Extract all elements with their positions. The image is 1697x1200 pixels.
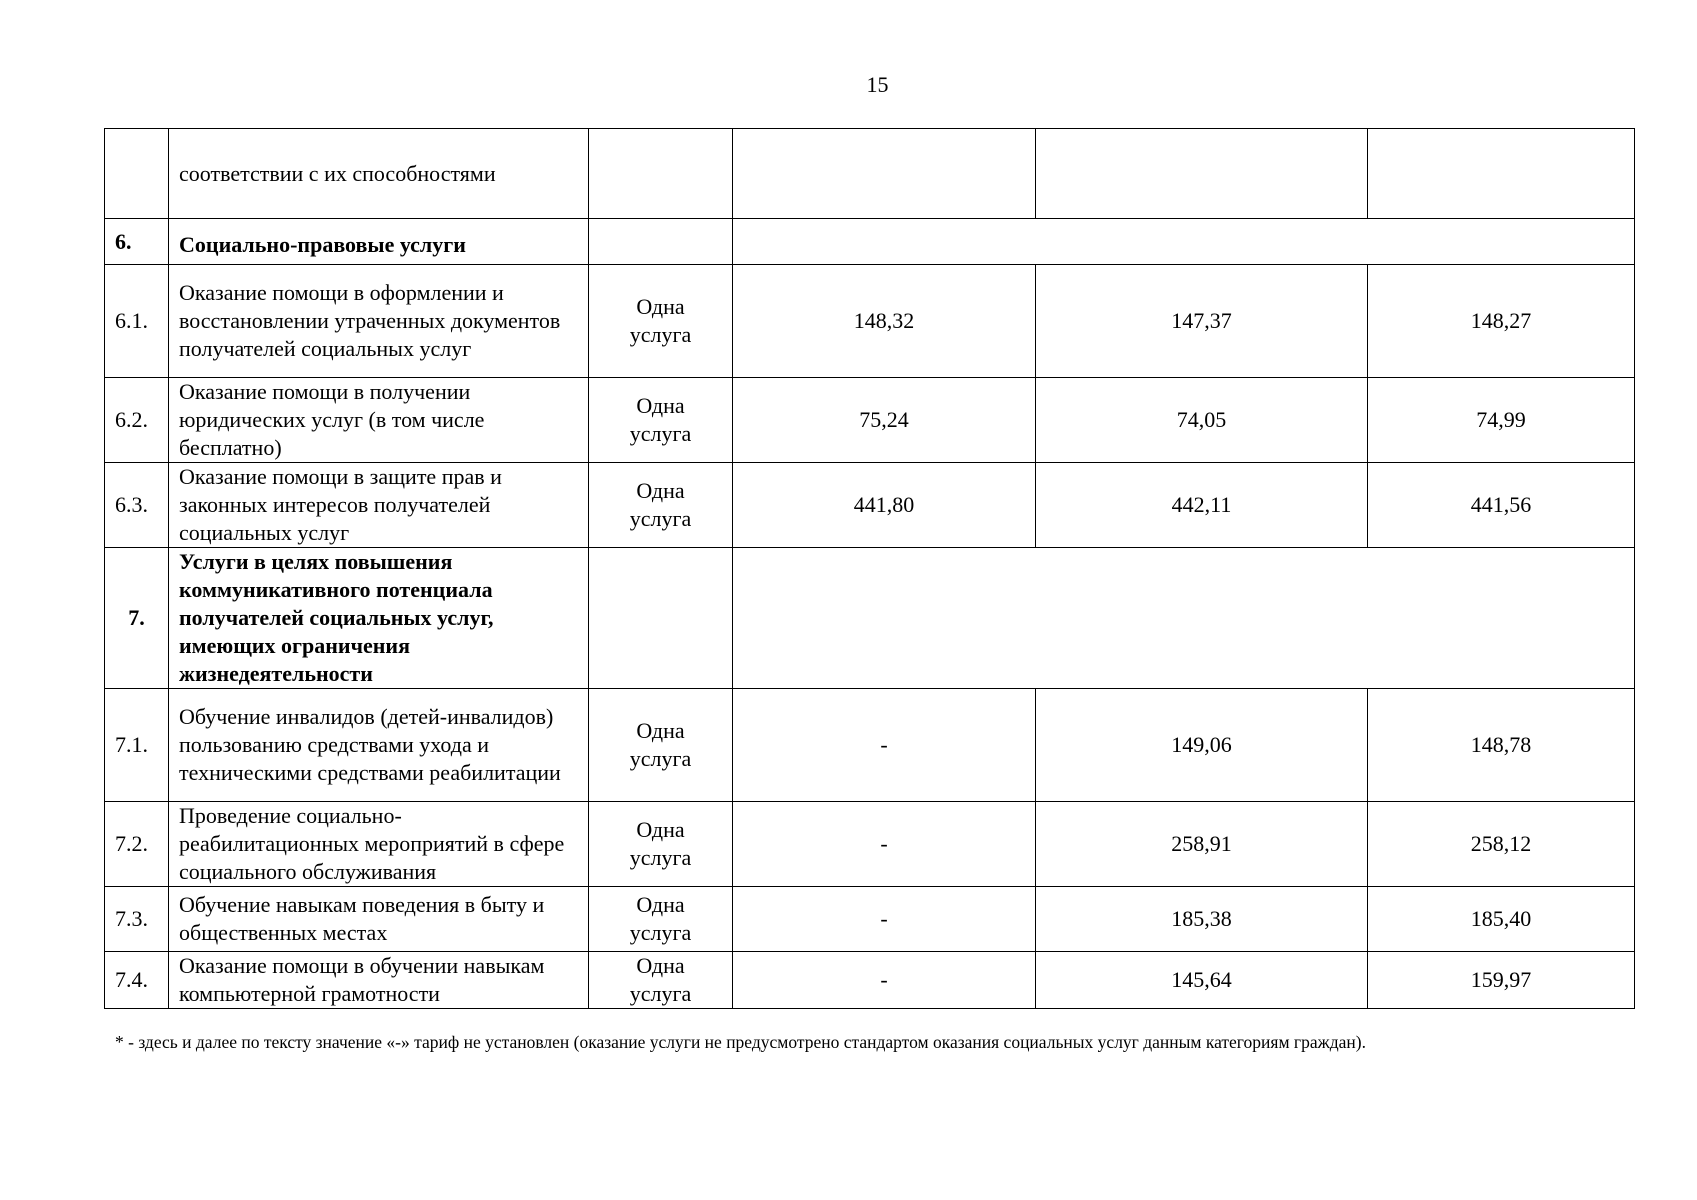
unit-cell (589, 378, 733, 463)
row-number: 7.1. (105, 689, 169, 802)
value-col-2: 258,91 (1036, 802, 1368, 887)
page-number: 15 (866, 72, 889, 97)
value-cell (733, 129, 1036, 219)
table-row (105, 887, 1635, 952)
footnote: * - здесь и далее по тексту значение «-» тариф не установлен (оказание услуги не предусмотрено стандартом оказания социальных услуг данным категориям граждан). (115, 1032, 1366, 1052)
table-row (105, 952, 1635, 1009)
value-col-2: 149,06 (1036, 689, 1368, 802)
unit-line-1: Одна (636, 718, 685, 743)
table-row (105, 689, 1635, 802)
service-name: Оказание помощи в оформлении и восстановлении утраченных документов получателей социальных услуг (169, 265, 589, 378)
section-row (105, 219, 1635, 265)
row-number: 7.3. (105, 887, 169, 952)
service-name: Оказание помощи в обучении навыкам компьютерной грамотности (169, 952, 589, 1009)
unit-line-2: услуга (629, 506, 692, 531)
value-col-3: 441,56 (1368, 463, 1635, 548)
row-number: 7.4. (105, 952, 169, 1009)
unit-cell (589, 952, 733, 1009)
unit-line-2: услуга (629, 322, 692, 347)
row-number: 6.3. (105, 463, 169, 548)
service-name: Оказание помощи в получении юридических услуг (в том числе бесплатно) (169, 378, 589, 463)
value-col-3: 185,40 (1368, 887, 1635, 952)
table-row (105, 265, 1635, 378)
tariff-table (104, 128, 1635, 1009)
value-col-3: 159,97 (1368, 952, 1635, 1009)
table-row (105, 129, 1635, 219)
value-col-1: - (733, 689, 1036, 802)
value-col-3: 74,99 (1368, 378, 1635, 463)
section-title: Социально-правовые услуги (169, 219, 589, 265)
section-row (105, 548, 1635, 689)
unit-cell (589, 887, 733, 952)
value-col-1: - (733, 952, 1036, 1009)
unit-cell (589, 802, 733, 887)
value-col-1: 148,32 (733, 265, 1036, 378)
service-name: Обучение инвалидов (детей-инвалидов) пользованию средствами ухода и техническими средствами реабилитации (169, 689, 589, 802)
value-col-2: 442,11 (1036, 463, 1368, 548)
value-col-2: 145,64 (1036, 952, 1368, 1009)
value-col-1: - (733, 887, 1036, 952)
section-empty-cell (733, 548, 1635, 689)
table-row (105, 463, 1635, 548)
unit-cell (589, 265, 733, 378)
value-col-2: 185,38 (1036, 887, 1368, 952)
unit-line-2: услуга (629, 981, 692, 1006)
section-empty-cell (733, 219, 1635, 265)
row-number: 7.2. (105, 802, 169, 887)
unit-cell (589, 463, 733, 548)
table-row (105, 802, 1635, 887)
unit-line-2: услуга (629, 746, 692, 771)
unit-cell (589, 219, 733, 265)
row-number-cell (105, 129, 169, 219)
section-number: 7. (105, 548, 169, 689)
service-name-cell: соответствии с их способностями (169, 129, 589, 219)
value-col-3: 258,12 (1368, 802, 1635, 887)
value-col-2: 74,05 (1036, 378, 1368, 463)
unit-line-2: услуга (629, 920, 692, 945)
value-col-3: 148,27 (1368, 265, 1635, 378)
unit-line-1: Одна (636, 393, 685, 418)
unit-line-1: Одна (636, 294, 685, 319)
unit-line-2: услуга (629, 845, 692, 870)
section-number: 6. (105, 219, 169, 265)
value-col-2: 147,37 (1036, 265, 1368, 378)
unit-line-1: Одна (636, 892, 685, 917)
value-col-1: 75,24 (733, 378, 1036, 463)
unit-cell (589, 548, 733, 689)
row-number: 6.2. (105, 378, 169, 463)
row-number: 6.1. (105, 265, 169, 378)
value-col-1: 441,80 (733, 463, 1036, 548)
unit-line-1: Одна (636, 817, 685, 842)
unit-cell (589, 129, 733, 219)
value-col-1: - (733, 802, 1036, 887)
unit-line-1: Одна (636, 478, 685, 503)
section-title: Услуги в целях повышения коммуникативного потенциала получателей социальных услуг, имеющих ограничения жизнедеятельности (169, 548, 589, 689)
unit-line-1: Одна (636, 953, 685, 978)
service-name: Проведение социально-реабилитационных мероприятий в сфере социального обслуживания (169, 802, 589, 887)
service-name: Оказание помощи в защите прав и законных интересов получателей социальных услуг (169, 463, 589, 548)
unit-line-2: услуга (629, 421, 692, 446)
value-col-3: 148,78 (1368, 689, 1635, 802)
value-cell (1368, 129, 1635, 219)
table-row (105, 378, 1635, 463)
value-cell (1036, 129, 1368, 219)
service-name: Обучение навыкам поведения в быту и общественных местах (169, 887, 589, 952)
unit-cell (589, 689, 733, 802)
